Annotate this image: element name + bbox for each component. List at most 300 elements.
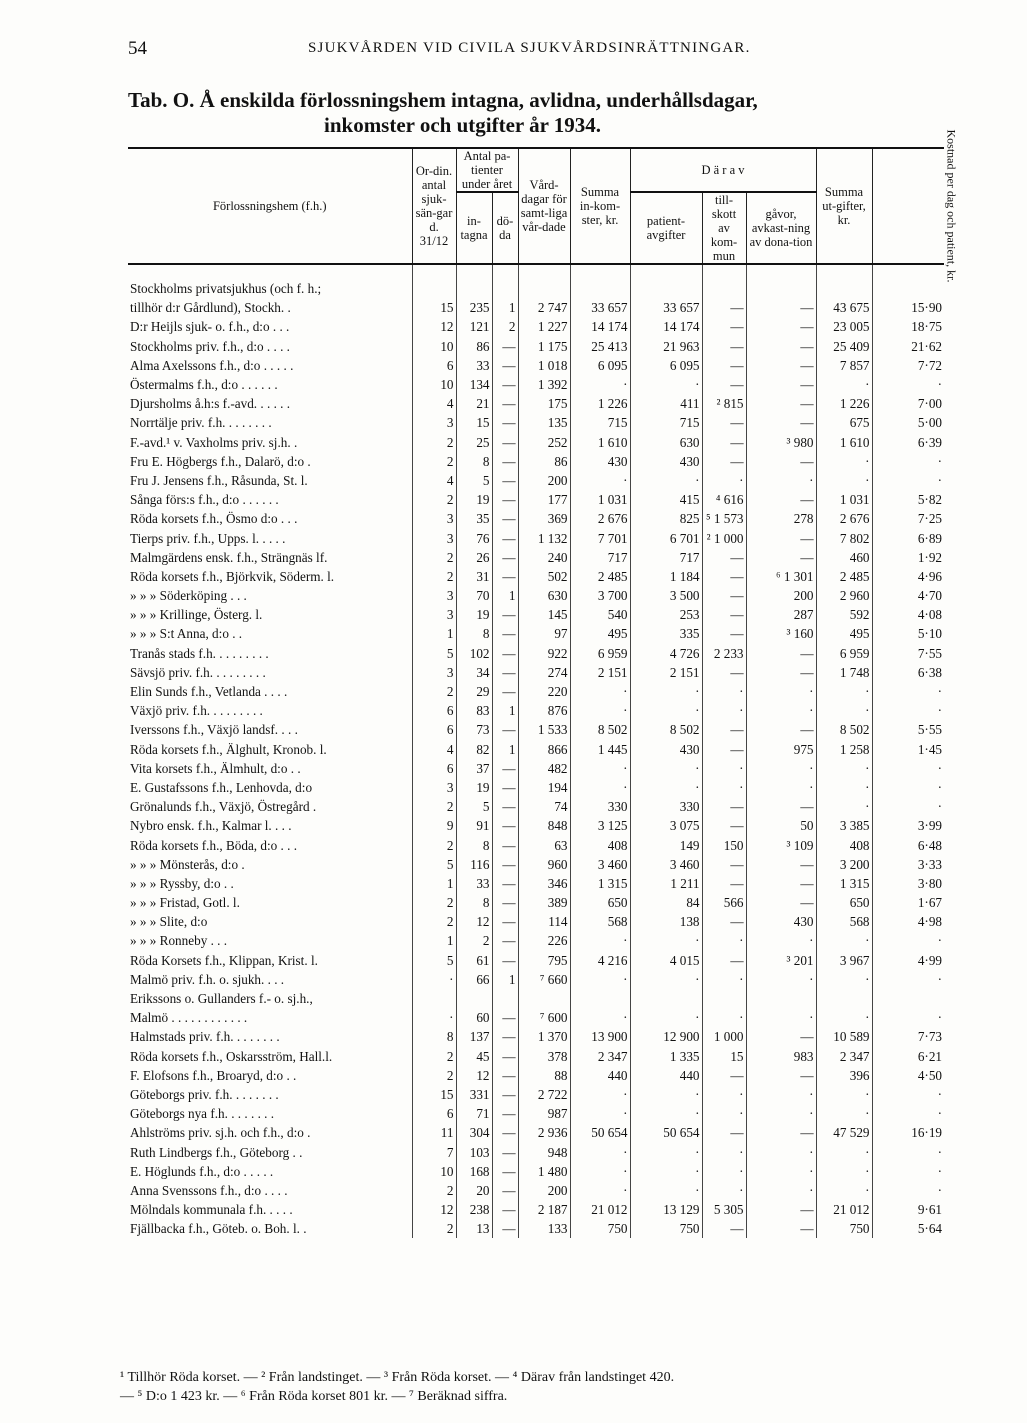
cell-deceased: — (492, 1123, 518, 1142)
cell-cost-per-day: 1·45 (872, 740, 944, 759)
cell-beds: 5 (412, 855, 456, 874)
cell-care-days (518, 989, 570, 1008)
cell-name: Röda korsets f.h., Älghult, Kronob. l. (130, 741, 327, 757)
cell-deceased: — (492, 509, 518, 528)
cell-beds: 2 (412, 797, 456, 816)
cell-care-days: 177 (518, 490, 570, 509)
table-row (128, 1219, 944, 1238)
running-header (128, 38, 948, 60)
cell-municipal-grant: — (702, 317, 746, 336)
cell-municipal-grant: 1 000 (702, 1027, 746, 1046)
cell-beds: 3 (412, 528, 456, 547)
cell-care-days: 502 (518, 567, 570, 586)
cell-name: Nybro ensk. f.h., Kalmar l. . . . (130, 818, 292, 834)
cell-admitted: 331 (456, 1085, 492, 1104)
cell-care-days: 2 747 (518, 298, 570, 317)
cell-beds (412, 989, 456, 1008)
table-row (128, 835, 944, 854)
cell-patient-fees: 13 129 (630, 1200, 702, 1219)
cell-municipal-grant: — (702, 855, 746, 874)
cell-name: Stockholms privatsjukhus (och f. h.; (130, 281, 322, 297)
cell-cost-per-day: · (872, 471, 944, 490)
cell-care-days: 389 (518, 893, 570, 912)
cell-deceased: — (492, 375, 518, 394)
cell-municipal-grant: ² 815 (702, 394, 746, 413)
cell-deceased: 2 (492, 317, 518, 336)
cell-patient-fees: 149 (630, 835, 702, 854)
cell-gifts: · (746, 1162, 816, 1181)
cell-admitted: 21 (456, 394, 492, 413)
cell-deceased: — (492, 1200, 518, 1219)
cell-deceased: — (492, 490, 518, 509)
cell-gifts: 50 (746, 816, 816, 835)
cell-admitted: 15 (456, 413, 492, 432)
cell-beds: 6 (412, 356, 456, 375)
cell-name: Fru J. Jensens f.h., Råsunda, St. l. (130, 472, 308, 488)
cell-income: 408 (570, 835, 630, 854)
cell-income: 3 125 (570, 816, 630, 835)
header-of-which: D ä r a v (630, 148, 816, 192)
cell-admitted: 25 (456, 433, 492, 452)
cell-gifts: — (746, 663, 816, 682)
cell-income: 2 676 (570, 509, 630, 528)
cell-gifts: 200 (746, 586, 816, 605)
table-row (128, 797, 944, 816)
cell-beds: 3 (412, 413, 456, 432)
cell-municipal-grant: · (702, 471, 746, 490)
cell-name: » » » Söderköping . . . (130, 588, 247, 604)
cell-admitted: 26 (456, 548, 492, 567)
cell-cost-per-day: 1·92 (872, 548, 944, 567)
cell-beds: 1 (412, 624, 456, 643)
table-row (128, 663, 944, 682)
cell-expenses: · (816, 1162, 872, 1181)
cell-income: 33 657 (570, 298, 630, 317)
cell-care-days: 1 227 (518, 317, 570, 336)
cell-income: 717 (570, 548, 630, 567)
header-municipal-grant: till-skott av kom-mun (702, 192, 746, 264)
cell-care-days: 240 (518, 548, 570, 567)
cell-income: 2 485 (570, 567, 630, 586)
cell-cost-per-day: 6·38 (872, 663, 944, 682)
table-row (128, 1123, 944, 1142)
cell-cost-per-day: · (872, 1142, 944, 1161)
cell-gifts: — (746, 797, 816, 816)
cell-care-days: ⁷ 660 (518, 970, 570, 989)
cell-name: Röda Korsets f.h., Klippan, Krist. l. (130, 952, 318, 968)
cell-expenses (816, 989, 872, 1008)
table-row (128, 1200, 944, 1219)
cell-admitted: 137 (456, 1027, 492, 1046)
spacer-row (128, 264, 944, 279)
cell-gifts: ³ 980 (746, 433, 816, 452)
cell-income: · (570, 1142, 630, 1161)
cell-admitted: 82 (456, 740, 492, 759)
cell-name: Röda korsets f.h., Böda, d:o . . . (130, 837, 298, 853)
cell-deceased: — (492, 855, 518, 874)
cell-municipal-grant: 5 305 (702, 1200, 746, 1219)
cell-municipal-grant: · (702, 759, 746, 778)
cell-municipal-grant: — (702, 298, 746, 317)
table-row (128, 740, 944, 759)
cell-name: Malmgärdens ensk. f.h., Strängnäs lf. (130, 549, 328, 565)
cell-municipal-grant: — (702, 951, 746, 970)
cell-municipal-grant: — (702, 1219, 746, 1238)
cell-gifts: — (746, 1219, 816, 1238)
cell-patient-fees: 1 335 (630, 1047, 702, 1066)
cell-deceased: — (492, 605, 518, 624)
footnotes (120, 1368, 950, 1406)
cell-gifts: — (746, 337, 816, 356)
cell-name: Norrtälje priv. f.h. . . . . . . . (130, 415, 272, 431)
cell-beds: 4 (412, 471, 456, 490)
cell-expenses: 1 748 (816, 663, 872, 682)
cell-patient-fees: 630 (630, 433, 702, 452)
cell-name: » » » Fristad, Gotl. l. (130, 895, 240, 911)
cell-expenses: 8 502 (816, 720, 872, 739)
cell-patient-fees: · (630, 778, 702, 797)
table-row (128, 1066, 944, 1085)
cell-municipal-grant: — (702, 605, 746, 624)
cell-gifts: — (746, 1123, 816, 1142)
cell-income: 3 460 (570, 855, 630, 874)
cell-name: Göteborgs nya f.h. . . . . . . . (130, 1106, 275, 1122)
cell-cost-per-day: 6·48 (872, 835, 944, 854)
table-row (128, 931, 944, 950)
cell-cost-per-day: · (872, 759, 944, 778)
cell-beds: 2 (412, 1181, 456, 1200)
cell-income: 568 (570, 912, 630, 931)
cell-gifts: — (746, 452, 816, 471)
cell-name: Malmö priv. f.h. o. sjukh. . . . (130, 971, 285, 987)
cell-cost-per-day (872, 279, 944, 298)
cell-cost-per-day: 4·08 (872, 605, 944, 624)
cell-income: · (570, 931, 630, 950)
cell-admitted: 102 (456, 644, 492, 663)
cell-expenses: 675 (816, 413, 872, 432)
cell-deceased: — (492, 1066, 518, 1085)
table-row (128, 528, 944, 547)
cell-admitted: 73 (456, 720, 492, 739)
cell-cost-per-day: 1·67 (872, 893, 944, 912)
table-row (128, 375, 944, 394)
cell-beds: 1 (412, 874, 456, 893)
cell-patient-fees: · (630, 471, 702, 490)
cell-gifts: — (746, 1027, 816, 1046)
cell-care-days: 866 (518, 740, 570, 759)
cell-patient-fees: · (630, 759, 702, 778)
cell-admitted: 8 (456, 624, 492, 643)
cell-patient-fees: · (630, 701, 702, 720)
cell-care-days: 876 (518, 701, 570, 720)
cell-deceased: — (492, 567, 518, 586)
cell-patient-fees: 717 (630, 548, 702, 567)
cell-admitted: 20 (456, 1181, 492, 1200)
cell-municipal-grant: — (702, 1066, 746, 1085)
cell-admitted: 66 (456, 970, 492, 989)
cell-patient-fees: 33 657 (630, 298, 702, 317)
cell-beds: 7 (412, 1142, 456, 1161)
table-row (128, 759, 944, 778)
cell-name: F.-avd.¹ v. Vaxholms priv. sj.h. . (130, 434, 298, 450)
cell-patient-fees: 84 (630, 893, 702, 912)
cell-cost-per-day: 7·72 (872, 356, 944, 375)
cell-name: Ahlströms priv. sj.h. och f.h., d:o . (130, 1125, 311, 1141)
cell-name: » » » Ronneby . . . (130, 933, 228, 949)
cell-gifts: · (746, 701, 816, 720)
cell-name: Malmö . . . . . . . . . . . . (130, 1010, 248, 1026)
cell-income: 7 701 (570, 528, 630, 547)
cell-patient-fees: 430 (630, 452, 702, 471)
cell-gifts: — (746, 375, 816, 394)
cell-care-days: 74 (518, 797, 570, 816)
cell-gifts: 975 (746, 740, 816, 759)
cell-expenses: · (816, 1181, 872, 1200)
cell-care-days: 848 (518, 816, 570, 835)
cell-care-days: 194 (518, 778, 570, 797)
cell-deceased: 1 (492, 701, 518, 720)
table-row (128, 893, 944, 912)
cell-patient-fees: 2 151 (630, 663, 702, 682)
cell-cost-per-day: · (872, 778, 944, 797)
cell-admitted: 60 (456, 1008, 492, 1027)
table-row (128, 279, 944, 298)
table-row (128, 951, 944, 970)
cell-gifts (746, 279, 816, 298)
cell-income: 430 (570, 452, 630, 471)
cell-beds: 2 (412, 1066, 456, 1085)
cell-name: » » » Ryssby, d:o . . (130, 875, 234, 891)
cell-expenses: · (816, 931, 872, 950)
cell-patient-fees (630, 279, 702, 298)
cell-name: Halmstads priv. f.h. . . . . . . . (130, 1029, 280, 1045)
table-row (128, 970, 944, 989)
cell-care-days: 948 (518, 1142, 570, 1161)
cell-income: · (570, 682, 630, 701)
table-row (128, 490, 944, 509)
cell-income: 715 (570, 413, 630, 432)
cell-patient-fees: 430 (630, 740, 702, 759)
cell-municipal-grant: — (702, 375, 746, 394)
cell-cost-per-day: · (872, 1085, 944, 1104)
cell-admitted: 71 (456, 1104, 492, 1123)
cell-expenses: 3 967 (816, 951, 872, 970)
cell-cost-per-day: 7·00 (872, 394, 944, 413)
cell-municipal-grant: — (702, 624, 746, 643)
cell-cost-per-day: · (872, 1162, 944, 1181)
cell-expenses: · (816, 471, 872, 490)
cell-name: Sånga förs:s f.h., d:o . . . . . . (130, 492, 279, 508)
table-title-line-1: Tab. O. Å enskilda förlossningshem intagna, avlidna, underhållsdagar, (128, 88, 758, 112)
cell-expenses: 7 857 (816, 356, 872, 375)
cell-admitted: 76 (456, 528, 492, 547)
cell-admitted (456, 989, 492, 1008)
cell-care-days: 795 (518, 951, 570, 970)
cell-beds: 4 (412, 740, 456, 759)
cell-municipal-grant: — (702, 567, 746, 586)
cell-patient-fees: 415 (630, 490, 702, 509)
cell-admitted: 8 (456, 893, 492, 912)
cell-expenses: · (816, 970, 872, 989)
cell-municipal-grant: — (702, 433, 746, 452)
cell-deceased: — (492, 433, 518, 452)
cell-deceased: — (492, 835, 518, 854)
cell-expenses: 3 385 (816, 816, 872, 835)
cell-expenses: 1 031 (816, 490, 872, 509)
table-row (128, 1181, 944, 1200)
cell-municipal-grant: 566 (702, 893, 746, 912)
cell-municipal-grant: — (702, 356, 746, 375)
cell-expenses: 1 226 (816, 394, 872, 413)
cell-patient-fees: · (630, 375, 702, 394)
cell-beds: · (412, 970, 456, 989)
table-row (128, 720, 944, 739)
cell-deceased: — (492, 816, 518, 835)
cell-care-days: 145 (518, 605, 570, 624)
cell-municipal-grant: — (702, 912, 746, 931)
cell-deceased: — (492, 893, 518, 912)
cell-municipal-grant: — (702, 452, 746, 471)
cell-deceased: — (492, 452, 518, 471)
cell-patient-fees (630, 989, 702, 1008)
cell-income: 650 (570, 893, 630, 912)
cell-beds (412, 279, 456, 298)
cell-deceased (492, 989, 518, 1008)
cell-care-days: 1 175 (518, 337, 570, 356)
cell-deceased: — (492, 356, 518, 375)
cell-name: Elin Sunds f.h., Vetlanda . . . . (130, 684, 288, 700)
cell-gifts: — (746, 720, 816, 739)
cell-beds: 2 (412, 567, 456, 586)
cell-income: 4 216 (570, 951, 630, 970)
cell-expenses: 2 960 (816, 586, 872, 605)
cell-patient-fees: 3 460 (630, 855, 702, 874)
cell-cost-per-day: 6·89 (872, 528, 944, 547)
cell-name: Sävsjö priv. f.h. . . . . . . . . (130, 664, 266, 680)
cell-admitted: 121 (456, 317, 492, 336)
cell-cost-per-day: 4·98 (872, 912, 944, 931)
cell-municipal-grant: · (702, 701, 746, 720)
cell-name: tillhör d:r Gårdlund), Stockh. . (130, 300, 291, 316)
table-row (128, 682, 944, 701)
cell-expenses: 750 (816, 1219, 872, 1238)
cell-beds: 6 (412, 720, 456, 739)
cell-deceased: — (492, 528, 518, 547)
table-row (128, 855, 944, 874)
table-row (128, 394, 944, 413)
cell-admitted: 238 (456, 1200, 492, 1219)
cell-patient-fees: · (630, 1104, 702, 1123)
cell-care-days: 2 187 (518, 1200, 570, 1219)
cell-municipal-grant: · (702, 1162, 746, 1181)
cell-income: · (570, 759, 630, 778)
cell-expenses: 25 409 (816, 337, 872, 356)
cell-gifts: — (746, 413, 816, 432)
hospital-statistics-table (128, 129, 958, 1238)
cell-cost-per-day: 5·64 (872, 1219, 944, 1238)
cell-gifts: — (746, 548, 816, 567)
cell-municipal-grant: · (702, 1008, 746, 1027)
cell-municipal-grant: ⁵ 1 573 (702, 509, 746, 528)
cell-beds: · (412, 1008, 456, 1027)
cell-deceased: 1 (492, 970, 518, 989)
cell-income: · (570, 701, 630, 720)
cell-cost-per-day: · (872, 1008, 944, 1027)
cell-cost-per-day: 5·55 (872, 720, 944, 739)
cell-expenses: · (816, 682, 872, 701)
cell-patient-fees: 330 (630, 797, 702, 816)
cell-name: Iverssons f.h., Växjö landsf. . . . (130, 722, 298, 738)
cell-beds: 6 (412, 1104, 456, 1123)
cell-beds: 10 (412, 337, 456, 356)
cell-name: Tierps priv. f.h., Upps. l. . . . . (130, 530, 286, 546)
cell-beds: 15 (412, 1085, 456, 1104)
cell-beds: 2 (412, 912, 456, 931)
cell-care-days: 1 480 (518, 1162, 570, 1181)
cell-municipal-grant: 150 (702, 835, 746, 854)
cell-income: 1 610 (570, 433, 630, 452)
table-row (128, 912, 944, 931)
cell-name: » » » S:t Anna, d:o . . (130, 626, 243, 642)
cell-patient-fees: 1 211 (630, 874, 702, 893)
cell-care-days (518, 279, 570, 298)
cell-deceased (492, 279, 518, 298)
header-cost-per-day-text: Kostnad per dag och patient, kr. (944, 129, 958, 283)
cell-patient-fees: 715 (630, 413, 702, 432)
cell-care-days: 200 (518, 1181, 570, 1200)
cell-name: Göteborgs priv. f.h. . . . . . . . (130, 1086, 279, 1102)
cell-gifts: — (746, 644, 816, 663)
cell-beds: 15 (412, 298, 456, 317)
cell-income: 1 445 (570, 740, 630, 759)
cell-gifts: — (746, 874, 816, 893)
cell-income: 1 226 (570, 394, 630, 413)
cell-care-days: 346 (518, 874, 570, 893)
cell-beds: 10 (412, 375, 456, 394)
cell-cost-per-day: 4·50 (872, 1066, 944, 1085)
cell-care-days: 2 722 (518, 1085, 570, 1104)
cell-admitted: 8 (456, 452, 492, 471)
cell-municipal-grant: — (702, 740, 746, 759)
cell-care-days: 226 (518, 931, 570, 950)
table-row (128, 298, 944, 317)
table-row (128, 701, 944, 720)
table-row (128, 452, 944, 471)
cell-expenses: 47 529 (816, 1123, 872, 1142)
cell-municipal-grant (702, 989, 746, 1008)
cell-municipal-grant: — (702, 816, 746, 835)
cell-deceased: — (492, 797, 518, 816)
cell-municipal-grant: — (702, 720, 746, 739)
cell-admitted: 19 (456, 490, 492, 509)
cell-care-days: 175 (518, 394, 570, 413)
cell-gifts: 287 (746, 605, 816, 624)
cell-beds: 5 (412, 951, 456, 970)
cell-patient-fees: 1 184 (630, 567, 702, 586)
cell-deceased: — (492, 644, 518, 663)
cell-gifts: · (746, 1104, 816, 1123)
cell-gifts: · (746, 931, 816, 950)
cell-income (570, 279, 630, 298)
cell-income: · (570, 375, 630, 394)
cell-municipal-grant: — (702, 337, 746, 356)
cell-cost-per-day: 6·21 (872, 1047, 944, 1066)
cell-expenses: 2 347 (816, 1047, 872, 1066)
cell-admitted: 134 (456, 375, 492, 394)
cell-deceased: — (492, 548, 518, 567)
cell-income: 6 095 (570, 356, 630, 375)
cell-gifts: — (746, 394, 816, 413)
